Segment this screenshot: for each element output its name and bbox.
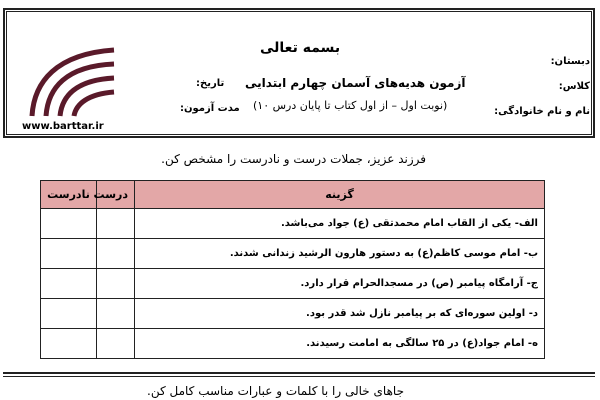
barttar-logo bbox=[26, 42, 116, 118]
table-row bbox=[41, 299, 545, 329]
false-cell[interactable] bbox=[41, 329, 97, 359]
true-cell[interactable] bbox=[97, 239, 135, 269]
table-row bbox=[41, 239, 545, 269]
header-true: درست bbox=[97, 181, 135, 209]
exam-subtitle: (نوبت اول – از اول کتاب تا پایان درس ۱۰) bbox=[253, 99, 448, 112]
table-header-row bbox=[41, 181, 545, 209]
true-cell[interactable] bbox=[97, 299, 135, 329]
section1-instruction: فرزند عزیز، جملات درست و نادرست را مشخص کن. bbox=[161, 152, 426, 166]
class-label: کلاس: bbox=[558, 81, 590, 92]
section2-instruction: جاهای خالی را با کلمات و عبارات مناسب کامل کن. bbox=[147, 384, 404, 398]
table-row bbox=[41, 329, 545, 359]
true-false-table bbox=[40, 180, 545, 359]
false-cell[interactable] bbox=[41, 299, 97, 329]
section-divider bbox=[3, 372, 595, 374]
exam-title: آزمون هدیه‌های آسمان چهارم ابتدایی bbox=[245, 76, 466, 90]
statement-text: الف- یکی از القاب امام محمدتقی (ع) جواد می‌باشد. bbox=[135, 209, 545, 239]
date-label: تاریخ: bbox=[196, 78, 225, 89]
page-title: بسمه تعالی bbox=[260, 40, 341, 56]
statement-text: د- اولین سوره‌ای که بر پیامبر نازل شد قدر بود. bbox=[135, 299, 545, 329]
false-cell[interactable] bbox=[41, 209, 97, 239]
header-option: گزینه bbox=[135, 181, 545, 209]
section-divider-inner bbox=[3, 376, 595, 377]
site-url: www.barttar.ir bbox=[22, 121, 104, 132]
true-cell[interactable] bbox=[97, 209, 135, 239]
true-cell[interactable] bbox=[97, 329, 135, 359]
statement-text: ج- آرامگاه پیامبر (ص) در مسجدالحرام قرار دارد. bbox=[135, 269, 545, 299]
statement-text: ب- امام موسی کاظم(ع) به دستور هارون الرشید زندانی شدند. bbox=[135, 239, 545, 269]
false-cell[interactable] bbox=[41, 239, 97, 269]
duration-label: مدت آزمون: bbox=[180, 103, 240, 114]
school-label: دبستان: bbox=[550, 56, 590, 67]
table-row bbox=[41, 209, 545, 239]
header-false: نادرست bbox=[41, 181, 97, 209]
true-cell[interactable] bbox=[97, 269, 135, 299]
name-label: نام و نام خانوادگی: bbox=[494, 106, 590, 117]
statement-text: ه- امام جواد(ع) در ۲۵ سالگی به امامت رسیدند. bbox=[135, 329, 545, 359]
false-cell[interactable] bbox=[41, 269, 97, 299]
table-row bbox=[41, 269, 545, 299]
